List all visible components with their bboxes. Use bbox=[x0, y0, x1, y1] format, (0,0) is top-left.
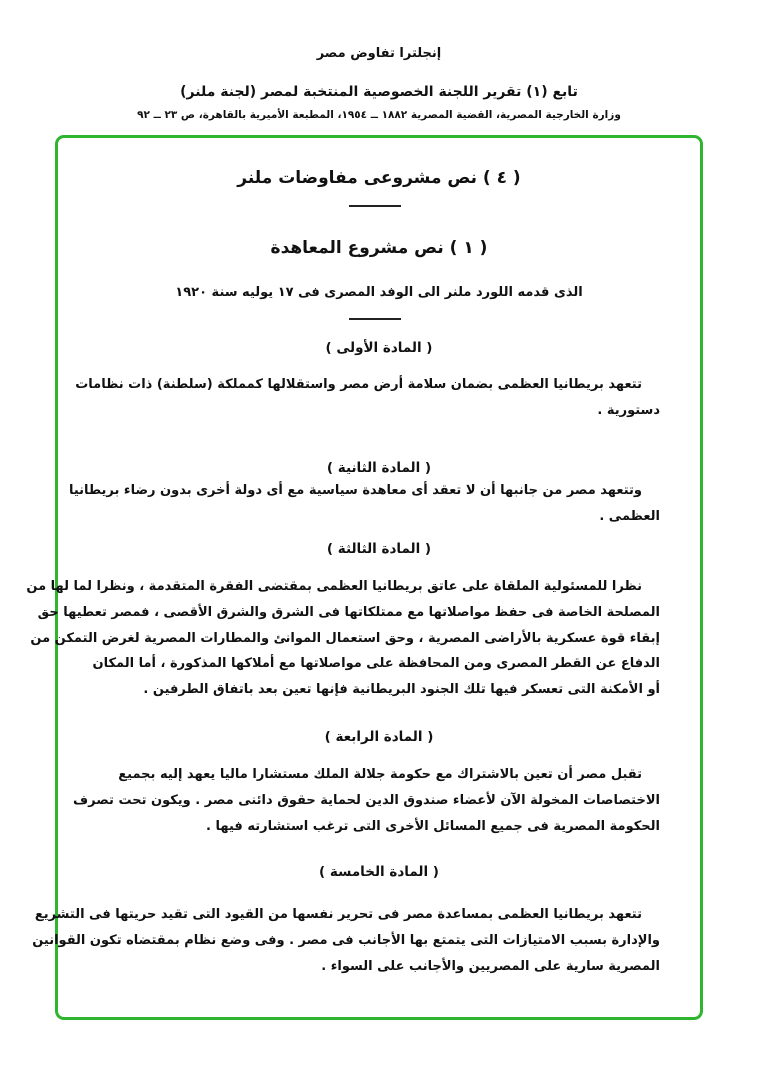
text-line: العظمى . bbox=[599, 508, 660, 524]
text-line: أو الأمكنة التى تعسكر فيها تلك الجنود البريطانية فإنها تعين بعد باتفاق الطرفين . bbox=[143, 682, 660, 698]
text-line: إبقاء قوة عسكرية بالأراضى المصرية ، وحق استعمال الموانئ والمطارات المصرية لغرض التمكن من bbox=[30, 630, 660, 646]
section-subtitle: الذى قدمه اللورد ملنر الى الوفد المصرى فى ١٧ يوليه سنة ١٩٢٠ bbox=[175, 285, 583, 300]
text-line: الحكومة المصرية فى جميع المسائل الأخرى التى ترغب استشارته فيها . bbox=[206, 818, 660, 834]
text-line: المصرية سارية على المصريين والأجانب على السواء . bbox=[321, 958, 660, 974]
article-body bbox=[75, 372, 660, 424]
document-title: ( ٤ ) نص مشروعى مفاوضات ملنر bbox=[237, 168, 521, 188]
article-body bbox=[32, 902, 660, 979]
text-line: الاختصاصات المخولة الآن لأعضاء صندوق الدين لحماية حقوق دائنى مصر . ويكون تحت تصرف bbox=[73, 792, 660, 808]
article-heading: ( المادة الرابعة ) bbox=[324, 729, 434, 745]
text-line: تتعهد بريطانيا العظمى بضمان سلامة أرض مصر واستقلالها كمملكة (سلطنة) ذات نظامات bbox=[75, 377, 642, 392]
source-citation: وزارة الخارجية المصرية، القضية المصرية ١٨٨٢ ــ ١٩٥٤، المطبعة الأميرية بالقاهرة، ص ٢٣ ــ ٩٢ bbox=[137, 109, 621, 121]
text-line: والإدارة بسبب الامتيازات التى يتمتع بها الأجانب فى مصر . وفى وضع نظام بمقتضاه تكون القوانين bbox=[32, 932, 660, 948]
book-title: إنجلترا تفاوض مصر bbox=[316, 46, 442, 61]
text-line: الدفاع عن القطر المصرى ومن المحافظة على مواصلاتها مع أملاكها المذكورة ، أما المكان bbox=[92, 656, 660, 672]
text-line: تتعهد بريطانيا العظمى بمساعدة مصر فى تحرير نفسها من القيود التى تقيد حريتها فى التشريع bbox=[34, 907, 642, 922]
article-heading: ( المادة الثانية ) bbox=[326, 460, 432, 476]
divider bbox=[349, 318, 401, 320]
text-line: دستورية . bbox=[597, 402, 660, 418]
article-heading: ( المادة الأولى ) bbox=[325, 340, 433, 356]
text-line: وتتعهد مصر من جانبها أن لا تعقد أى معاهدة سياسية مع أى دولة أخرى بدون رضاء بريطانيا bbox=[68, 483, 642, 498]
article-heading: ( المادة الخامسة ) bbox=[319, 864, 439, 880]
text-line: تقبل مصر أن تعين بالاشتراك مع حكومة جلالة الملك مستشارا ماليا يعهد إليه بجميع bbox=[118, 767, 642, 782]
divider bbox=[349, 205, 401, 207]
article-heading: ( المادة الثالثة ) bbox=[326, 541, 432, 557]
article-body bbox=[68, 478, 660, 530]
text-line: نظرا للمسئولية الملقاة على عاتق بريطانيا العظمى بمقتضى الفقرة المتقدمة ، ونظرا لما لها من bbox=[26, 579, 642, 594]
text-line: المصلحة الخاصة فى حفظ مواصلاتها مع ممتلكاتها فى الشرق والشرق الأقصى ، فمصر تعطيها حق bbox=[37, 604, 660, 620]
report-title: تابع (١) تقرير اللجنة الخصوصية المنتخبة لمصر (لجنة ملنر) bbox=[180, 84, 578, 100]
section-title: ( ١ ) نص مشروع المعاهدة bbox=[270, 238, 488, 258]
article-body bbox=[26, 574, 660, 703]
article-body bbox=[73, 762, 660, 839]
